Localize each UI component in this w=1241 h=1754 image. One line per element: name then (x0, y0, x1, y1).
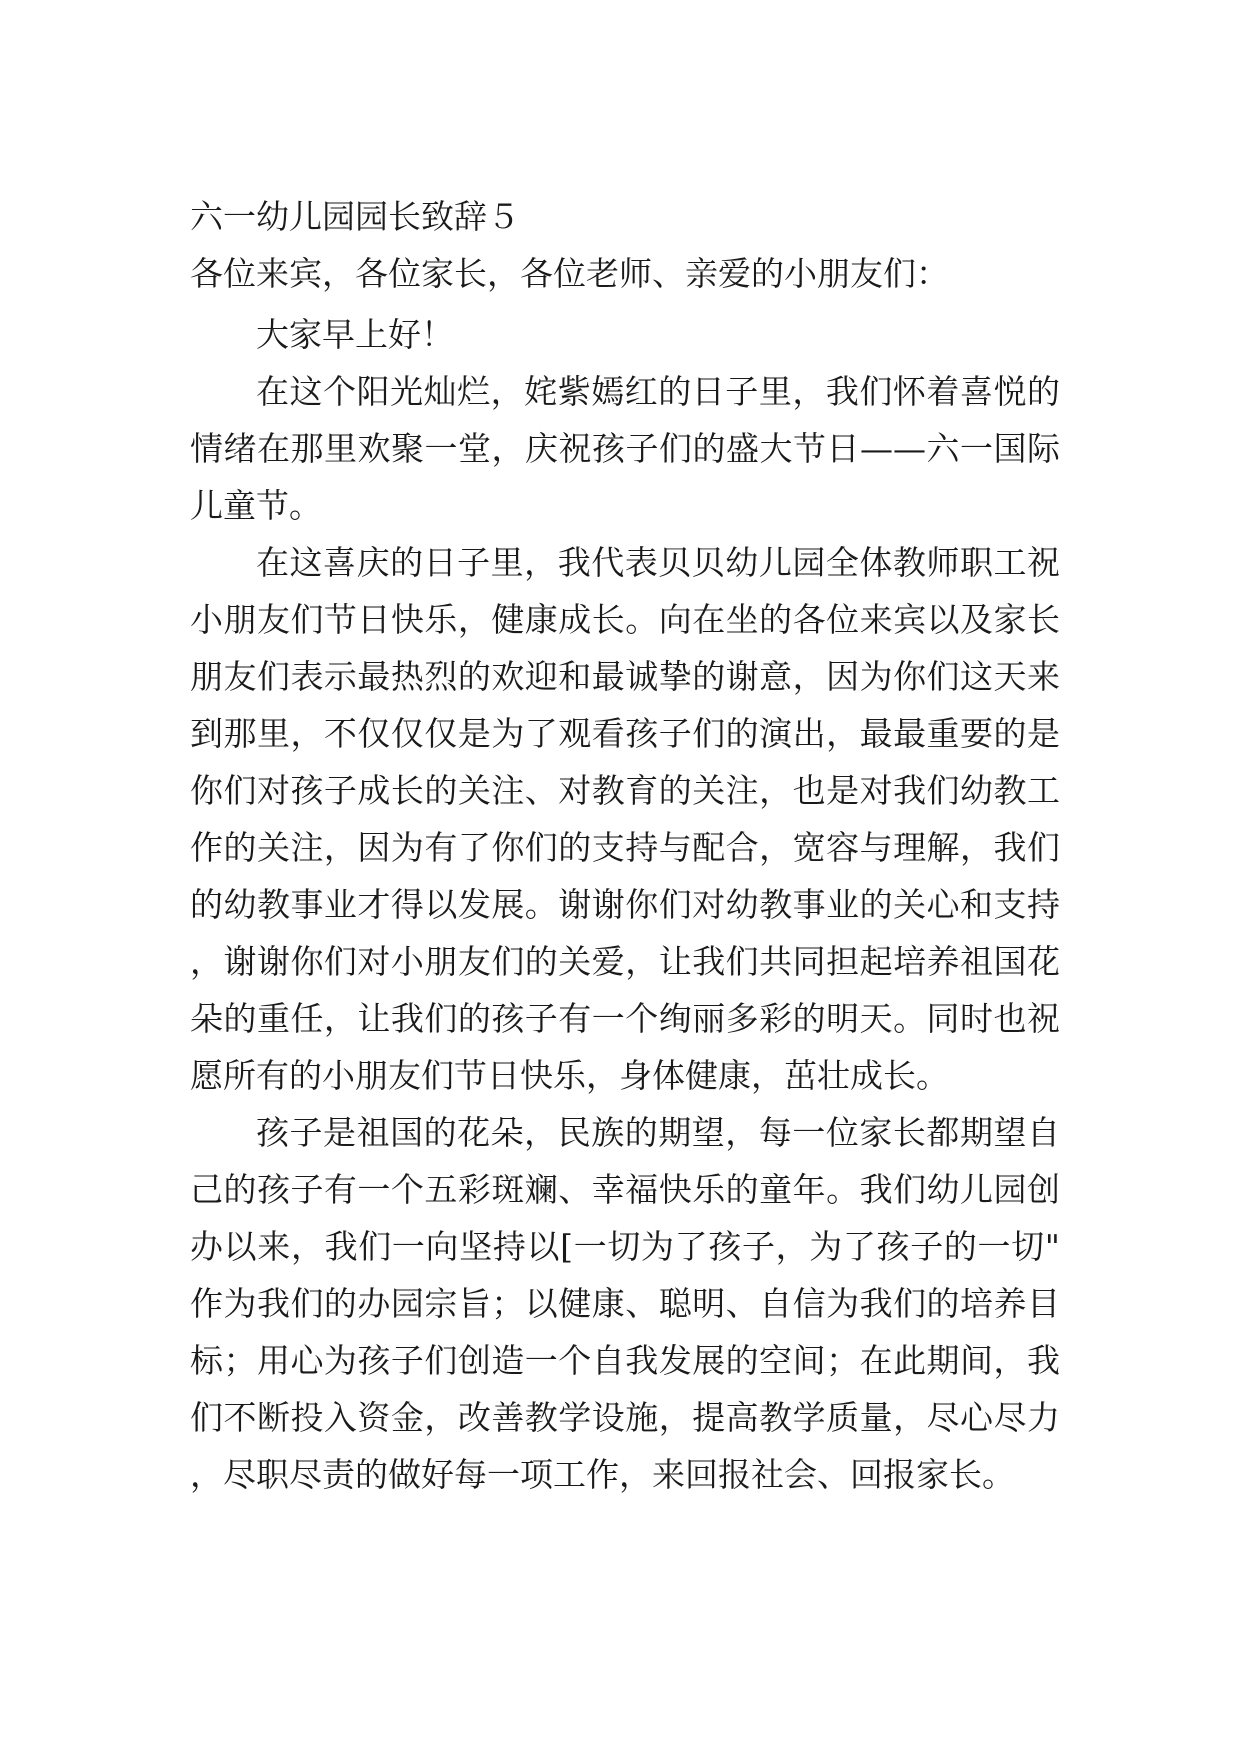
mission-paragraph: 孩子是祖国的花朵，民族的期望，每一位家长都期望自己的孩子有一个五彩斑斓、幸福快乐的童年。我们幼儿园创办以来，我们一向坚持以[一切为了孩子，为了孩子的一切"作为我们的办园宗旨；以健康、聪明、自信为我们的培养目标；用心为孩子们创造一个自我发展的空间；在此期间，我们不断投入资金，改善教学设施，提高教学质量，尽心尽力，尽职尽责的做好每一项工作，来回报社会、回报家长。 (190, 1113, 1060, 1494)
gratitude-paragraph: 在这喜庆的日子里，我代表贝贝幼儿园全体教师职工祝小朋友们节日快乐，健康成长。向在坐的各位来宾以及家长朋友们表示最热烈的欢迎和最诚挚的谢意，因为你们这天来到那里，不仅仅仅是为了观看孩子们的演出，最最重要的是你们对孩子成长的关注、对教育的关注，也是对我们幼教工作的关注，因为有了你们的支持与配合，宽容与理解，我们的幼教事业才得以发展。谢谢你们对幼教事业的关心和支持，谢谢你们对小朋友们的关爱，让我们共同担起培养祖国花朵的重任，让我们的孩子有一个绚丽多彩的明天。同时也祝愿所有的小朋友们节日快乐，身体健康，茁壮成长。 (190, 543, 1060, 1095)
opening-paragraph: 在这个阳光灿烂，姹紫嫣红的日子里，我们怀着喜悦的情绪在那里欢聚一堂，庆祝孩子们的盛大节日——六一国际儿童节。 (190, 372, 1060, 525)
document-body (190, 188, 1060, 1503)
document-title: 六一幼儿园园长致辞５ (190, 197, 520, 236)
greeting-paragraph: 大家早上好！ (256, 315, 454, 354)
salutation: 各位来宾，各位家长，各位老师、亲爱的小朋友们： (190, 254, 949, 293)
